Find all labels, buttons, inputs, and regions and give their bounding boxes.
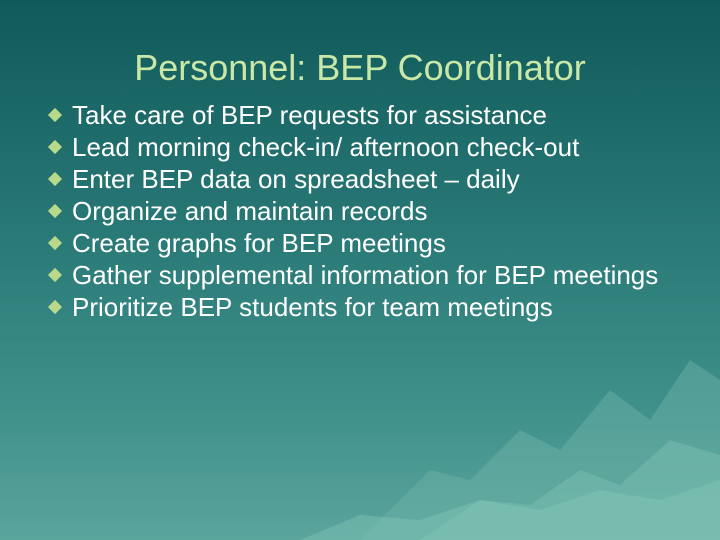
diamond-bullet-icon [48, 108, 62, 122]
bullet-text: Prioritize BEP students for team meetings [72, 292, 553, 322]
bullet-item [48, 99, 698, 131]
bullet-text: Enter BEP data on spreadsheet – daily [72, 164, 520, 194]
bullet-item [48, 163, 698, 195]
diamond-bullet-icon [48, 268, 62, 282]
bullet-text: Create graphs for BEP meetings [72, 228, 446, 258]
bullet-item [48, 259, 698, 291]
bullet-text: Take care of BEP requests for assistance [72, 100, 547, 130]
diamond-bullet-icon [48, 172, 62, 186]
diamond-bullet-icon [48, 204, 62, 218]
diamond-bullet-icon [48, 300, 62, 314]
bullet-item [48, 131, 698, 163]
bullet-text: Lead morning check-in/ afternoon check-out [72, 132, 580, 162]
diamond-bullet-icon [48, 140, 62, 154]
diamond-bullet-icon [48, 236, 62, 250]
bullet-item [48, 227, 698, 259]
bullet-item [48, 291, 698, 323]
bullet-item [48, 195, 698, 227]
bullet-text: Gather supplemental information for BEP meetings [72, 260, 659, 290]
slide-title: Personnel: BEP Coordinator [134, 47, 586, 88]
bullet-list [48, 99, 698, 323]
bullet-text: Organize and maintain records [72, 196, 428, 226]
